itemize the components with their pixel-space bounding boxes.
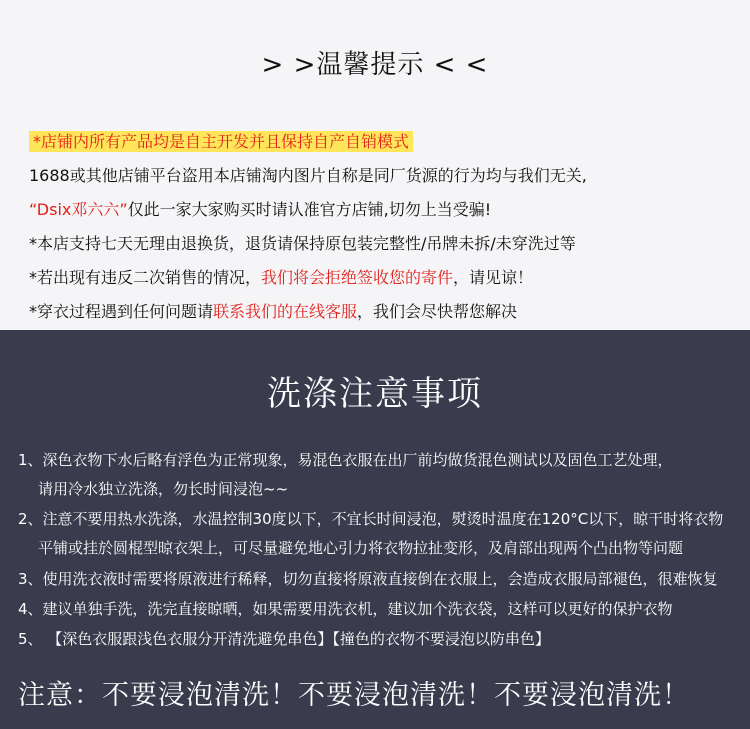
care-item-1-cont: 请用冷水独立洗涤，勿长时间浸泡~~ <box>38 480 289 498</box>
refuse-text: 我们将会拒绝签收您的寄件 <box>261 268 454 287</box>
contact-text-a: *穿衣过程遇到任何问题请 <box>29 302 214 321</box>
care-title: 洗涤注意事项 <box>267 374 483 414</box>
resale-text-a: *若出现有违反二次销售的情况， <box>29 268 262 287</box>
notice-line-contact <box>29 299 517 322</box>
care-item-4: 4、建议单独手洗，洗完直接晾晒，如果需要用洗衣机，建议加个洗衣袋，这样可以更好的保护衣物 <box>18 600 673 618</box>
resale-text-b: ，请见谅！ <box>453 268 534 287</box>
highlighted-notice: *店铺内所有产品均是自主开发并且保持自产自销模式 <box>29 131 413 152</box>
warning-text: 注意：不要浸泡清洗！不要浸泡清洗！不要浸泡清洗！ <box>18 680 690 711</box>
contact-service-text: 联系我们的在线客服 <box>213 302 358 321</box>
brand-name: “Dsix邓六六” <box>29 200 128 219</box>
notice-title: > >温馨提示 < < <box>261 50 489 80</box>
official-store-text: 仅此一家大家购买时请认准官方店铺,切勿上当受骗! <box>127 200 492 219</box>
notice-line-copy-warning: 1688或其他店铺平台盗用本店铺淘内图片自称是同厂货源的行为均与我们无关, <box>29 166 587 185</box>
notice-line-self-produced <box>29 129 413 152</box>
notice-line-returns: *本店支持七天无理由退换货，退货请保持原包装完整性/吊牌未拆/未穿洗过等 <box>29 234 576 253</box>
notice-line-official-store <box>29 197 491 220</box>
care-item-1: 1、深色衣物下水后略有浮色为正常现象，易混色衣服在出厂前均做货混色测试以及固色工艺处理， <box>18 451 673 469</box>
care-item-5: 5、 【深色衣服跟浅色衣服分开清洗避免串色】【撞色的衣物不要浸泡以防串色】 <box>18 630 550 648</box>
notice-section <box>0 0 750 330</box>
notice-line-resale <box>29 265 533 288</box>
care-section <box>0 330 750 729</box>
care-item-2: 2、注意不要用热水洗涤，水温控制30度以下，不宜长时间浸泡，熨烫时温度在120°C以下，晾干时将衣物 <box>18 510 724 528</box>
care-item-3: 3、使用洗衣液时需要将原液进行稀释，切勿直接将原液直接倒在衣服上，会造成衣服局部褪色，很难恢复 <box>18 570 718 588</box>
care-item-2-cont: 平铺或挂於圆棍型晾衣架上，可尽量避免地心引力将衣物拉扯变形，及肩部出现两个凸出物等问题 <box>38 539 684 557</box>
contact-text-b: ，我们会尽快帮您解决 <box>357 302 518 321</box>
